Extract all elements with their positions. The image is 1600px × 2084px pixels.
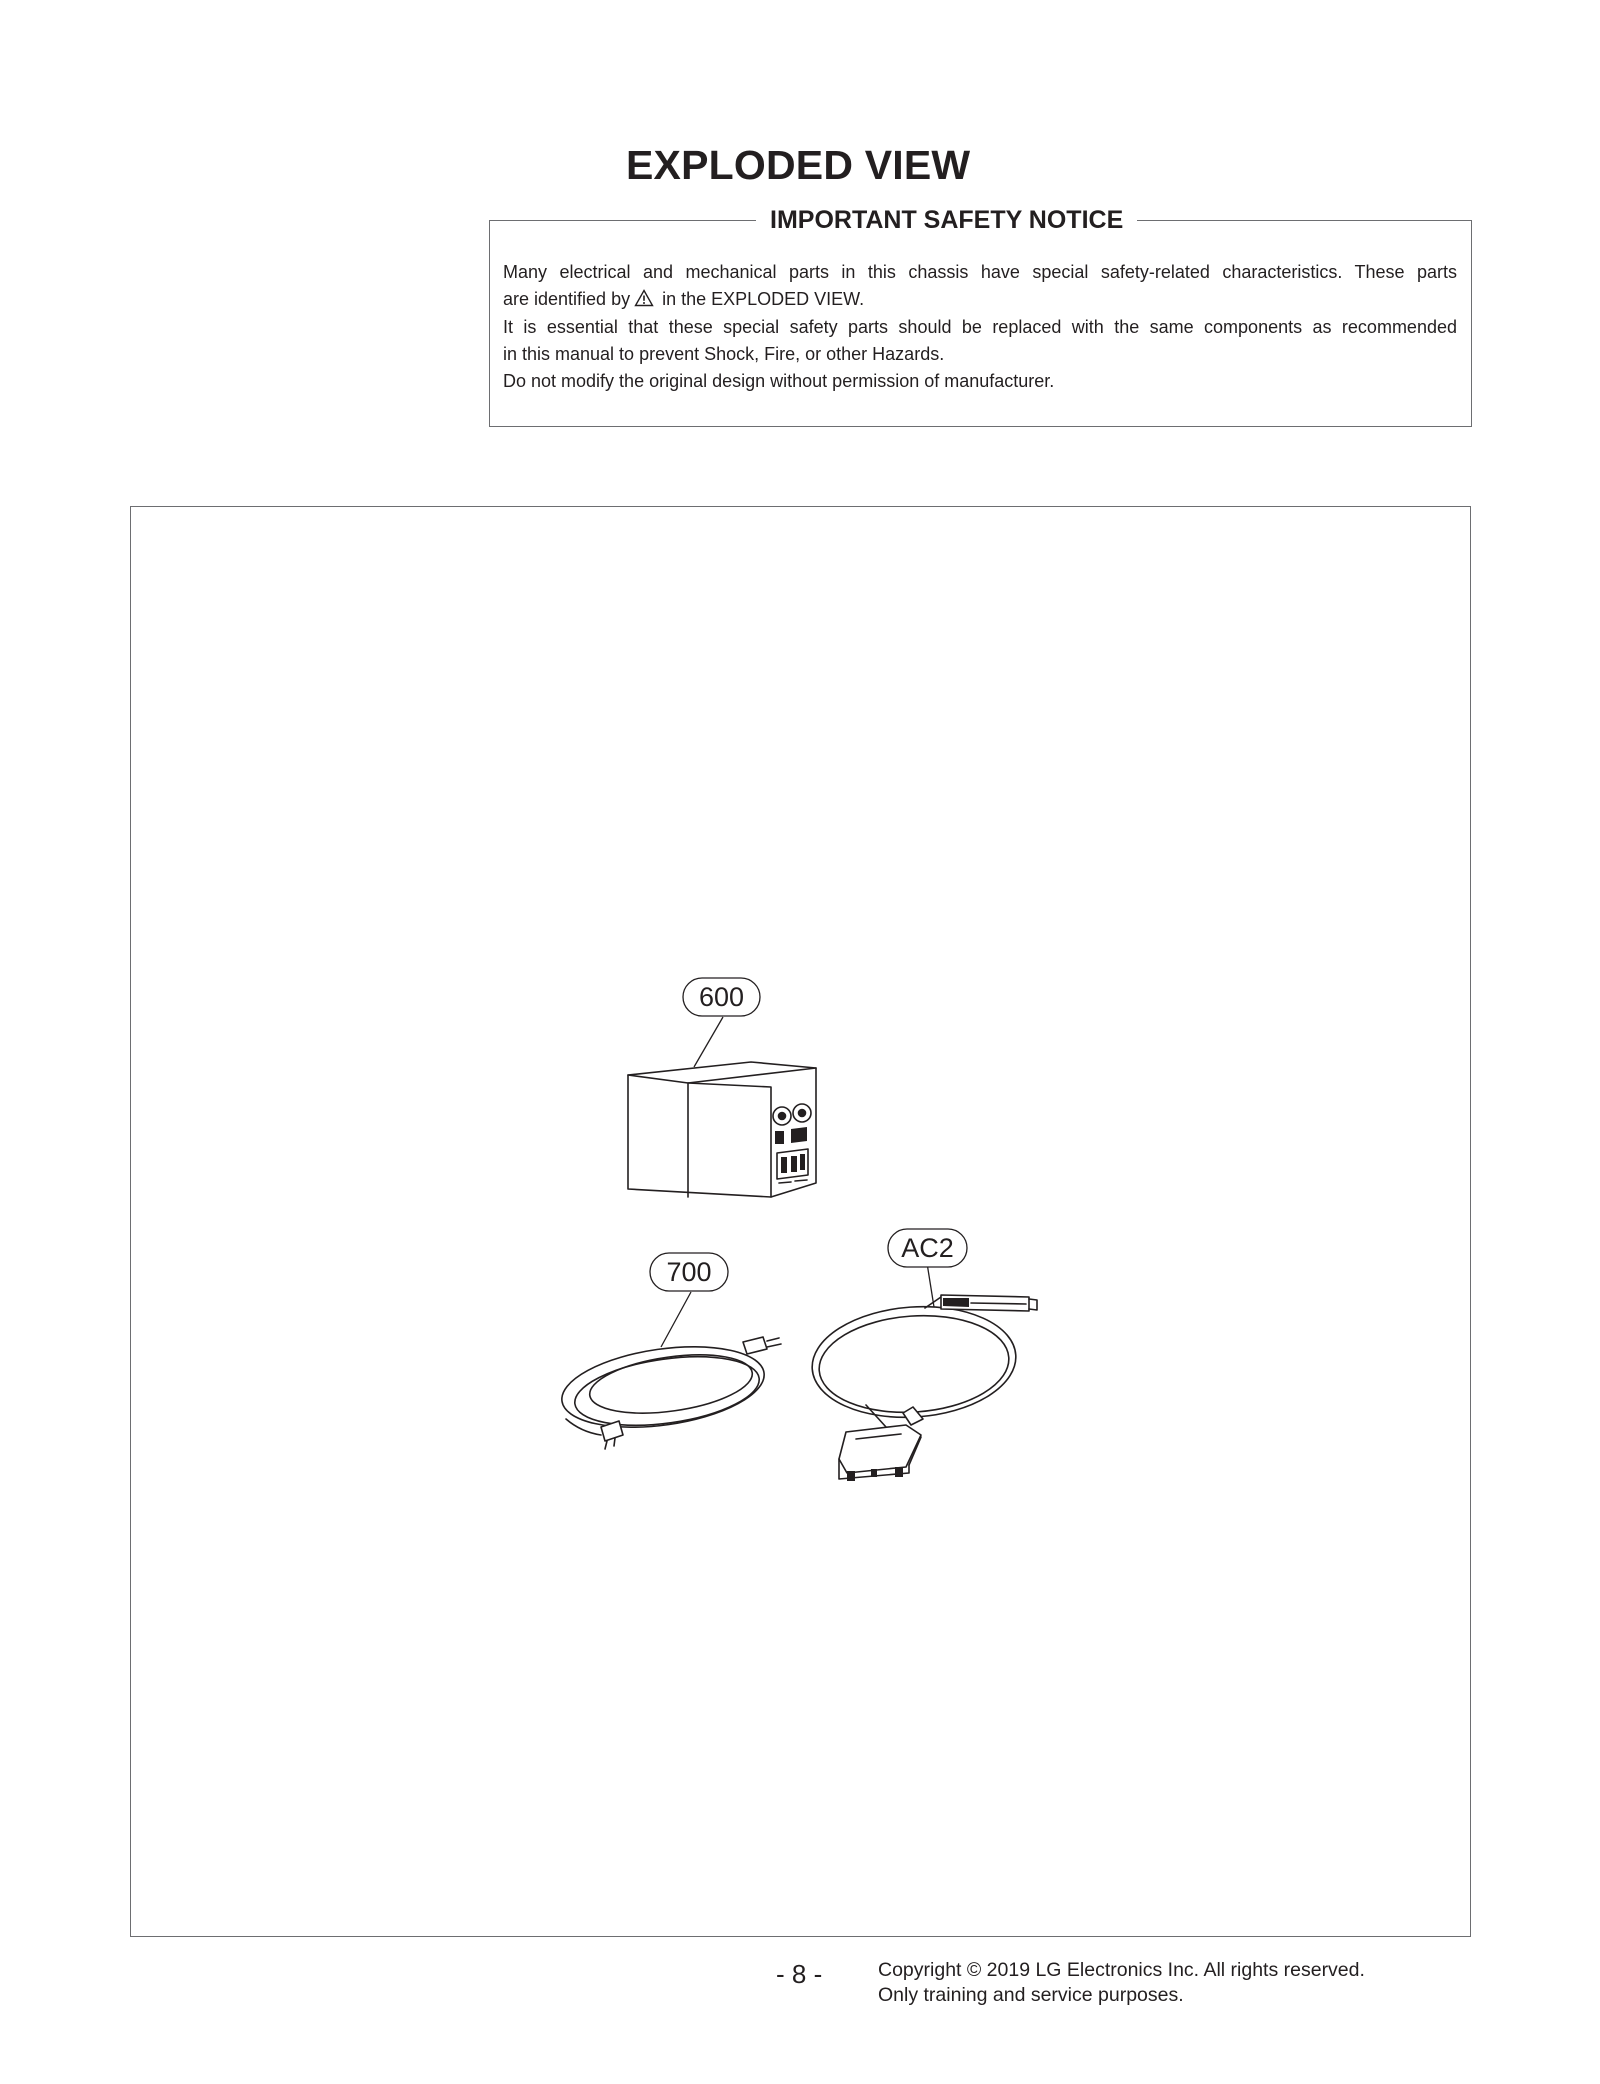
notice-text: in the EXPLODED VIEW.: [662, 289, 865, 310]
warning-triangle-icon: [634, 289, 654, 307]
copyright-notice: [878, 1958, 1365, 2008]
copyright-line: Copyright © 2019 LG Electronics Inc. All rights reserved.: [878, 1959, 1365, 1981]
safety-notice-box: [489, 206, 1472, 427]
callout-label: 700: [666, 1257, 712, 1287]
power-cord-drawing: [557, 1335, 781, 1449]
callout-label: AC2: [901, 1233, 954, 1263]
page-title: EXPLODED VIEW: [626, 142, 971, 188]
leader-line-700: [661, 1292, 691, 1347]
exploded-view-figure: [130, 506, 1471, 1937]
leader-line-600: [694, 1017, 723, 1067]
notice-line: in this manual to prevent Shock, Fire, or other Hazards.: [503, 343, 945, 364]
copyright-line: Only training and service purposes.: [878, 1984, 1184, 2006]
ac-cable-drawing: [808, 1295, 1037, 1481]
power-supply-box-drawing: [628, 1062, 816, 1197]
callout-ac2: [888, 1229, 967, 1267]
safety-notice-heading: IMPORTANT SAFETY NOTICE: [756, 206, 1137, 235]
leader-line-ac2: [927, 1263, 934, 1307]
notice-line-with-icon: [503, 286, 1457, 313]
page-number: - 8 -: [776, 1959, 823, 1989]
notice-line: Do not modify the original design without permission of manufacturer.: [503, 371, 1055, 392]
notice-line: Many electrical and mechanical parts in this chassis have special safety-related characteristics. These parts: [503, 262, 1457, 282]
callout-label: 600: [698, 982, 745, 1012]
notice-line: It is essential that these special safety parts should be replaced with the same components as recommended: [503, 316, 1457, 337]
exploded-view-drawing: [131, 507, 1472, 1938]
callout-700: [650, 1253, 728, 1291]
notice-text: are identified by: [503, 289, 631, 310]
callout-600: [683, 978, 760, 1016]
safety-notice-body: [503, 259, 1457, 395]
